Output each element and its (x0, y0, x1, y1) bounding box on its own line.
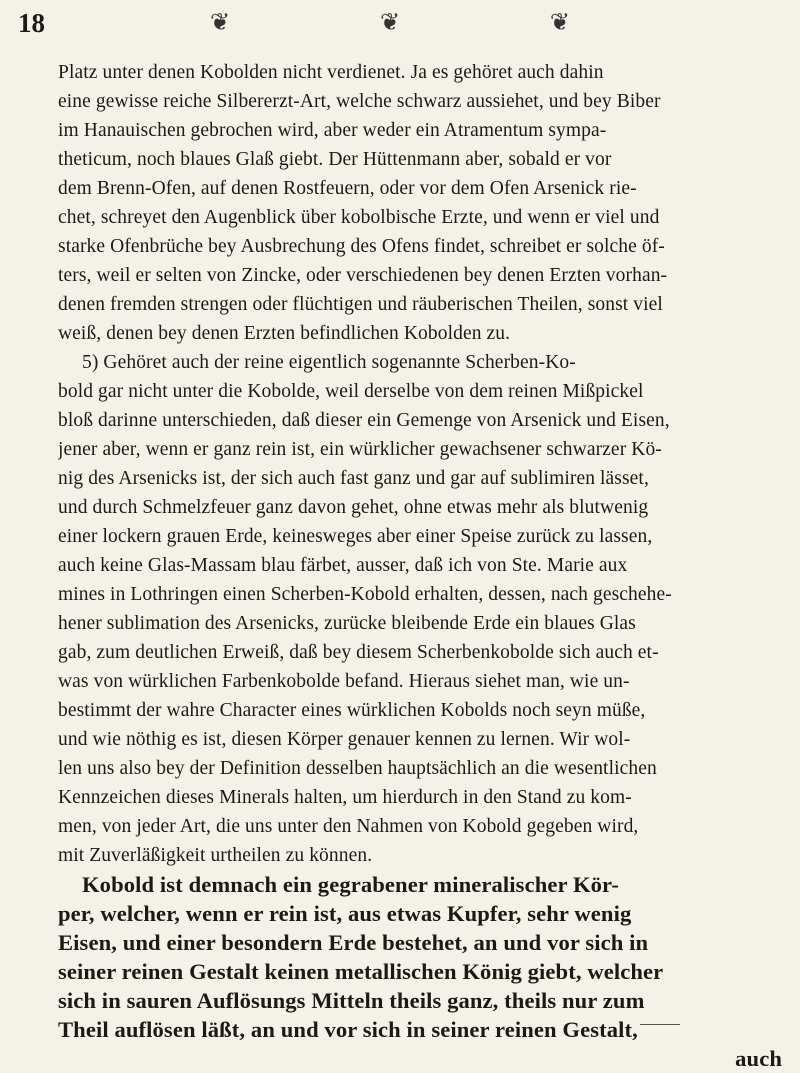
text-line: was von würklichen Farbenkobolde befand. Hieraus siehet man, wie un- (58, 671, 630, 692)
text-line: theticum, noch blaues Glaß giebt. Der Hüttenmann aber, sobald er vor (58, 149, 612, 170)
text-line: nig des Arsenicks ist, der sich auch fast ganz und gar auf sublimiren lässet, (58, 468, 649, 489)
text-line: mines in Lothringen einen Scherben-Kobold erhalten, dessen, nach geschehe- (58, 584, 672, 605)
ornament-icon: ❦ (379, 8, 401, 36)
text-line: mit Zuverläßigkeit urtheilen zu können. (58, 845, 373, 866)
catchword: auch (735, 1046, 782, 1071)
text-line: hener sublimation des Arsenicks, zurücke bleibende Erde ein blaues Glas (58, 613, 636, 634)
text-line: len uns also bey der Definition desselben hauptsächlich an die wesentlichen (58, 758, 657, 779)
text-line: gab, zum deutlichen Erweiß, daß bey diesem Scherbenkobolde sich auch et- (58, 642, 659, 663)
definition-line: Eisen, und einer besondern Erde bestehet, an und vor sich in (58, 930, 649, 955)
text-line: jener aber, wenn er ganz rein ist, ein würklicher gewachsener schwarzer Kö- (58, 439, 662, 460)
page-number: 18 (18, 8, 45, 38)
text-line: bestimmt der wahre Character eines würklichen Kobolds noch seyn müße, (58, 700, 646, 721)
header-ornaments (210, 8, 570, 36)
text-line: Platz unter denen Kobolden nicht verdienet. Ja es gehöret auch dahin (58, 62, 604, 83)
ornament-icon: ❦ (549, 8, 570, 36)
definition-line: seiner reinen Gestalt keinen metallischen König giebt, welcher (58, 959, 664, 984)
text-line: auch keine Glas-Massam blau färbet, ausser, daß ich von Ste. Marie aux (58, 555, 628, 576)
definition-line: Kobold ist demnach ein gegrabener mineralischer Kör- (82, 872, 619, 897)
text-line: chet, schreyet den Augenblick über kobolbische Erzte, und wenn er viel und (58, 207, 660, 228)
definition-line: Theil auflösen läßt, an und vor sich in seiner reinen Gestalt, (58, 1017, 638, 1042)
body-text (58, 58, 790, 1073)
text-line: eine gewisse reiche Silbererzt-Art, welche schwarz aussiehet, und bey Biber (58, 91, 661, 112)
text-line: bloß darinne unterschieden, daß dieser ein Gemenge von Arsenick und Eisen, (58, 410, 670, 431)
text-line: weiß, denen bey denen Erzten befindlichen Kobolden zu. (58, 323, 511, 344)
text-line: ters, weil er selten von Zincke, oder verschiedenen bey denen Erzten vorhan- (58, 265, 668, 286)
text-line: im Hanauischen gebrochen wird, aber weder ein Atramentum sympa- (58, 120, 607, 141)
text-line: und wie nöthig es ist, diesen Körper genauer kennen zu lernen. Wir wol- (58, 729, 631, 750)
definition-line: sich in sauren Auflösungs Mitteln theils ganz, theils nur zum (58, 988, 645, 1013)
text-line: starke Ofenbrüche bey Ausbrechung des Ofens findet, schreibet er solche öf- (58, 236, 665, 257)
text-line: dem Brenn-Ofen, auf denen Rostfeuern, oder vor dem Ofen Arsenick rie- (58, 178, 637, 199)
bottom-mark (640, 1024, 680, 1025)
definition-line: per, welcher, wenn er rein ist, aus etwas Kupfer, sehr wenig (58, 901, 632, 926)
text-line: und durch Schmelzfeuer ganz davon gehet, ohne etwas mehr als blutwenig (58, 497, 649, 518)
text-line: 5) Gehöret auch der reine eigentlich sogenannte Scherben-Ko- (82, 352, 576, 373)
ornament-icon: ❦ (210, 8, 231, 36)
text-line: einer lockern grauen Erde, keinesweges aber einer Speise zurück zu lassen, (58, 526, 653, 547)
text-line: men, von jeder Art, die uns unter den Nahmen von Kobold gegeben wird, (58, 816, 639, 837)
text-line: bold gar nicht unter die Kobolde, weil derselbe von dem reinen Mißpickel (58, 381, 644, 402)
text-line: Kennzeichen dieses Minerals halten, um hierdurch in den Stand zu kom- (58, 787, 632, 808)
text-line: denen fremden strengen oder flüchtigen und räuberischen Theilen, sonst viel (58, 294, 663, 315)
